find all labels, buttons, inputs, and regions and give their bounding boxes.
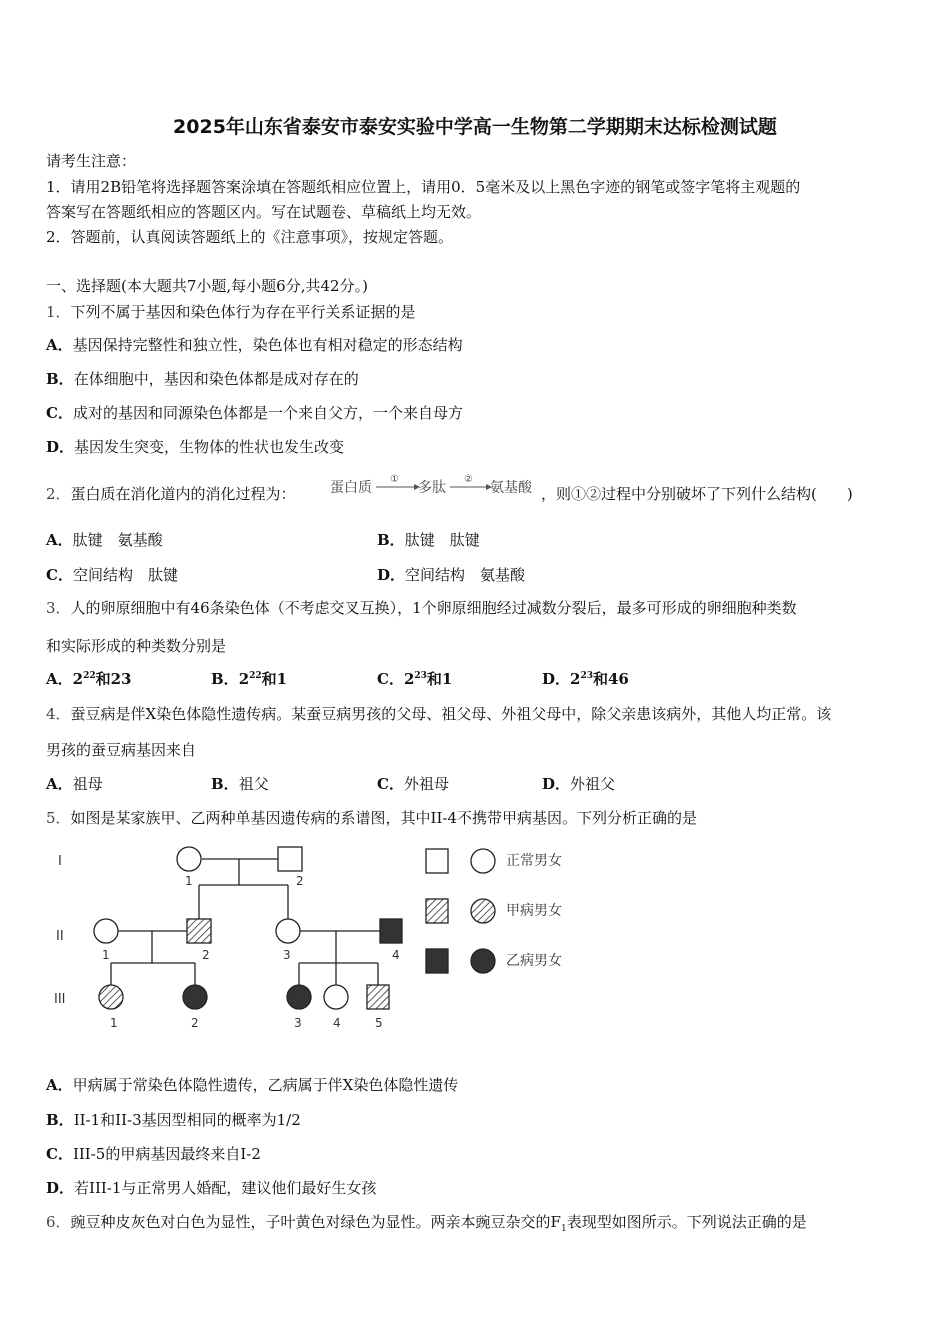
q5-option-a[interactable] bbox=[46, 1075, 458, 1095]
option-label: B． bbox=[211, 775, 239, 793]
option-label: C． bbox=[46, 1145, 73, 1163]
option-label: A． bbox=[46, 775, 73, 793]
flow-step-2: ② bbox=[464, 474, 473, 485]
option-text: 基因发生突变，生物体的性状也发生改变 bbox=[74, 438, 345, 456]
option-base: 2 bbox=[403, 670, 415, 688]
q3-option-a[interactable] bbox=[46, 669, 131, 689]
question-number: 5． bbox=[46, 809, 71, 827]
option-label: A． bbox=[46, 336, 73, 354]
page-title: 2025年山东省泰安市泰安实验中学高一生物第二学期期末达标检测试题 bbox=[173, 116, 777, 138]
notice-line-1b: 答案写在答题纸相应的答题区内。写在试题卷、草稿纸上均无效。 bbox=[46, 203, 482, 221]
question-stem: 下列不属于基因和染色体行为存在平行关系证据的是 bbox=[70, 303, 416, 321]
notice-heading: 请考生注意： bbox=[46, 152, 137, 170]
q5-option-b[interactable] bbox=[46, 1110, 301, 1130]
legend-disease-b-label: 乙病男女 bbox=[506, 953, 562, 969]
subscript: 1 bbox=[560, 1224, 567, 1234]
q1-option-d[interactable] bbox=[46, 437, 344, 457]
label-iii4: 4 bbox=[333, 1016, 341, 1030]
question-4-line-2: 男孩的蚕豆病基因来自 bbox=[46, 741, 197, 759]
option-text: 空间结构 肽键 bbox=[72, 566, 178, 584]
option-exponent: 23 bbox=[580, 671, 593, 681]
option-label: D． bbox=[46, 438, 75, 456]
option-text: 祖父 bbox=[238, 775, 269, 793]
option-text: 和23 bbox=[95, 670, 132, 688]
generation-label-2: II bbox=[56, 929, 64, 944]
question-3-line-1 bbox=[46, 598, 797, 618]
generation-label-1: I bbox=[58, 854, 62, 869]
option-text: 成对的基因和同源染色体都是一个来自父方，一个来自母方 bbox=[72, 404, 463, 422]
label-i2: 2 bbox=[296, 874, 304, 888]
option-label: A． bbox=[46, 670, 73, 688]
question-stem: 人的卵原细胞中有46条染色体（不考虑交叉互换），1个卵原细胞经过减数分裂后，最多可形成的卵细胞种类数 bbox=[70, 599, 797, 617]
question-number: 3． bbox=[46, 599, 71, 617]
flow-protein: 蛋白质 bbox=[330, 480, 372, 496]
pedigree-iii5-male-disease-a bbox=[367, 985, 389, 1009]
q5-option-d[interactable] bbox=[46, 1178, 376, 1198]
option-base: 2 bbox=[238, 670, 250, 688]
gen2-lines bbox=[111, 931, 380, 985]
option-text: 空间结构 氨基酸 bbox=[405, 566, 526, 584]
legend-normal-label: 正常男女 bbox=[506, 853, 562, 869]
flow-amino-acid: 氨基酸 bbox=[490, 480, 532, 496]
question-number: 1． bbox=[46, 303, 71, 321]
pedigree-ii1-female bbox=[94, 919, 118, 943]
option-text: 在体细胞中，基因和染色体都是成对存在的 bbox=[73, 370, 359, 388]
option-exponent: 22 bbox=[83, 671, 96, 681]
section-heading: 一、选择题(本大题共7小题,每小题6分,共42分。) bbox=[46, 277, 368, 295]
question-3-line-2: 和实际形成的种类数分别是 bbox=[46, 637, 227, 655]
q2-option-c[interactable] bbox=[46, 565, 178, 585]
question-stem-post: 表现型如图所示。下列说法正确的是 bbox=[566, 1213, 807, 1231]
label-ii4: 4 bbox=[392, 948, 400, 962]
pedigree-iii1-female-disease-a bbox=[99, 985, 123, 1009]
option-label: C． bbox=[46, 404, 73, 422]
question-stem: 如图是某家族甲、乙两种单基因遗传病的系谱图，其中II-4不携带甲病基因。下列分析正确的是 bbox=[70, 809, 698, 827]
option-text: 外祖父 bbox=[570, 775, 616, 793]
digestion-flow-diagram bbox=[326, 470, 544, 506]
label-iii5: 5 bbox=[375, 1016, 383, 1030]
generation-label-3: III bbox=[54, 992, 66, 1007]
question-number: 4． bbox=[46, 705, 71, 723]
q3-option-b[interactable] bbox=[211, 669, 287, 689]
flow-step-1: ① bbox=[390, 474, 399, 485]
q3-option-d[interactable] bbox=[542, 669, 629, 689]
legend-disease-a-female-icon bbox=[471, 899, 495, 923]
question-stem-pre: 豌豆种皮灰色对白色为显性，子叶黄色对绿色为显性。两亲本豌豆杂交的F bbox=[70, 1213, 561, 1231]
option-label: D． bbox=[542, 775, 571, 793]
question-number: 2． bbox=[46, 485, 71, 503]
question-number: 6． bbox=[46, 1213, 71, 1231]
legend-disease-a-male-icon bbox=[426, 899, 448, 923]
option-text: 和46 bbox=[592, 670, 629, 688]
option-text: 若III-1与正常男人婚配，建议他们最好生女孩 bbox=[74, 1179, 377, 1197]
option-text: 基因保持完整性和独立性，染色体也有相对稳定的形态结构 bbox=[72, 336, 463, 354]
pedigree-ii2-male-disease-a bbox=[187, 919, 211, 943]
label-iii2: 2 bbox=[191, 1016, 199, 1030]
pedigree-ii4-male-disease-b bbox=[380, 919, 402, 943]
option-label: C． bbox=[377, 670, 404, 688]
q1-option-b[interactable] bbox=[46, 369, 359, 389]
legend-disease-b-female-icon bbox=[471, 949, 495, 973]
pedigree-i1-female bbox=[177, 847, 201, 871]
question-stem: 蛋白质在消化道内的消化过程为： bbox=[70, 485, 296, 503]
legend-normal-female-icon bbox=[471, 849, 495, 873]
q2-option-d[interactable] bbox=[377, 565, 525, 585]
pedigree-iii3-female-disease-b bbox=[287, 985, 311, 1009]
pedigree-ii3-female bbox=[276, 919, 300, 943]
option-text: 和1 bbox=[426, 670, 453, 688]
option-label: D． bbox=[377, 566, 406, 584]
q2-option-a[interactable] bbox=[46, 530, 163, 550]
option-text: 甲病属于常染色体隐性遗传，乙病属于伴X染色体隐性遗传 bbox=[72, 1076, 459, 1094]
option-base: 2 bbox=[570, 670, 581, 688]
q1-option-c[interactable] bbox=[46, 403, 463, 423]
pedigree-diagram bbox=[40, 835, 600, 1035]
option-text: 和1 bbox=[261, 670, 288, 688]
option-exponent: 23 bbox=[414, 671, 427, 681]
notice-line-2: 2．答题前，认真阅读答题纸上的《注意事项》，按规定答题。 bbox=[46, 228, 454, 246]
pedigree-i2-male bbox=[278, 847, 302, 871]
question-5 bbox=[46, 808, 697, 828]
option-label: C． bbox=[377, 775, 404, 793]
q3-option-c[interactable] bbox=[377, 669, 452, 689]
q4-option-a[interactable] bbox=[46, 774, 103, 794]
notice-line-1a: 1．请用2B铅笔将选择题答案涂填在答题纸相应位置上，请用0．5毫米及以上黑色字迹的钢笔或签字笔将主观题的 bbox=[46, 178, 801, 196]
legend-normal-male-icon bbox=[426, 849, 448, 873]
q4-option-b[interactable] bbox=[211, 774, 269, 794]
question-1 bbox=[46, 302, 416, 322]
label-ii3: 3 bbox=[283, 948, 291, 962]
legend-disease-b-male-icon bbox=[426, 949, 448, 973]
option-label: C． bbox=[46, 566, 73, 584]
option-label: A． bbox=[46, 1076, 73, 1094]
option-label: B． bbox=[46, 370, 74, 388]
option-base: 2 bbox=[72, 670, 84, 688]
question-2-stem-pre bbox=[46, 484, 296, 504]
question-6 bbox=[46, 1212, 807, 1232]
label-ii1: 1 bbox=[102, 948, 110, 962]
legend-disease-a-label: 甲病男女 bbox=[506, 903, 562, 919]
option-text: 肽键 氨基酸 bbox=[72, 531, 163, 549]
question-2-stem-post: ，则①②过程中分别破坏了下列什么结构( ) bbox=[541, 485, 853, 503]
option-text: 祖母 bbox=[72, 775, 103, 793]
option-text: 肽键 肽键 bbox=[404, 531, 480, 549]
question-stem: 蚕豆病是伴X染色体隐性遗传病。某蚕豆病男孩的父母、祖父母、外祖父母中，除父亲患该病外，其他人均正常。该 bbox=[70, 705, 832, 723]
option-text: 外祖母 bbox=[403, 775, 449, 793]
flow-polypeptide: 多肽 bbox=[418, 480, 446, 496]
q1-option-a[interactable] bbox=[46, 335, 463, 355]
option-text: II-1和II-3基因型相同的概率为1/2 bbox=[73, 1111, 301, 1129]
option-text: III-5的甲病基因最终来自I-2 bbox=[72, 1145, 261, 1163]
label-iii1: 1 bbox=[110, 1016, 118, 1030]
q2-option-b[interactable] bbox=[377, 530, 480, 550]
q4-option-c[interactable] bbox=[377, 774, 449, 794]
question-4-line-1 bbox=[46, 704, 831, 724]
option-label: D． bbox=[46, 1179, 75, 1197]
option-label: A． bbox=[46, 531, 73, 549]
option-label: B． bbox=[211, 670, 239, 688]
gen1-lines bbox=[199, 859, 288, 919]
pedigree-iii2-female-disease-b bbox=[183, 985, 207, 1009]
option-exponent: 22 bbox=[249, 671, 262, 681]
q5-option-c[interactable] bbox=[46, 1144, 261, 1164]
label-i1: 1 bbox=[185, 874, 193, 888]
option-label: B． bbox=[377, 531, 405, 549]
option-label: D． bbox=[542, 670, 571, 688]
label-iii3: 3 bbox=[294, 1016, 302, 1030]
label-ii2: 2 bbox=[202, 948, 210, 962]
pedigree-iii4-female bbox=[324, 985, 348, 1009]
option-label: B． bbox=[46, 1111, 74, 1129]
q4-option-d[interactable] bbox=[542, 774, 615, 794]
